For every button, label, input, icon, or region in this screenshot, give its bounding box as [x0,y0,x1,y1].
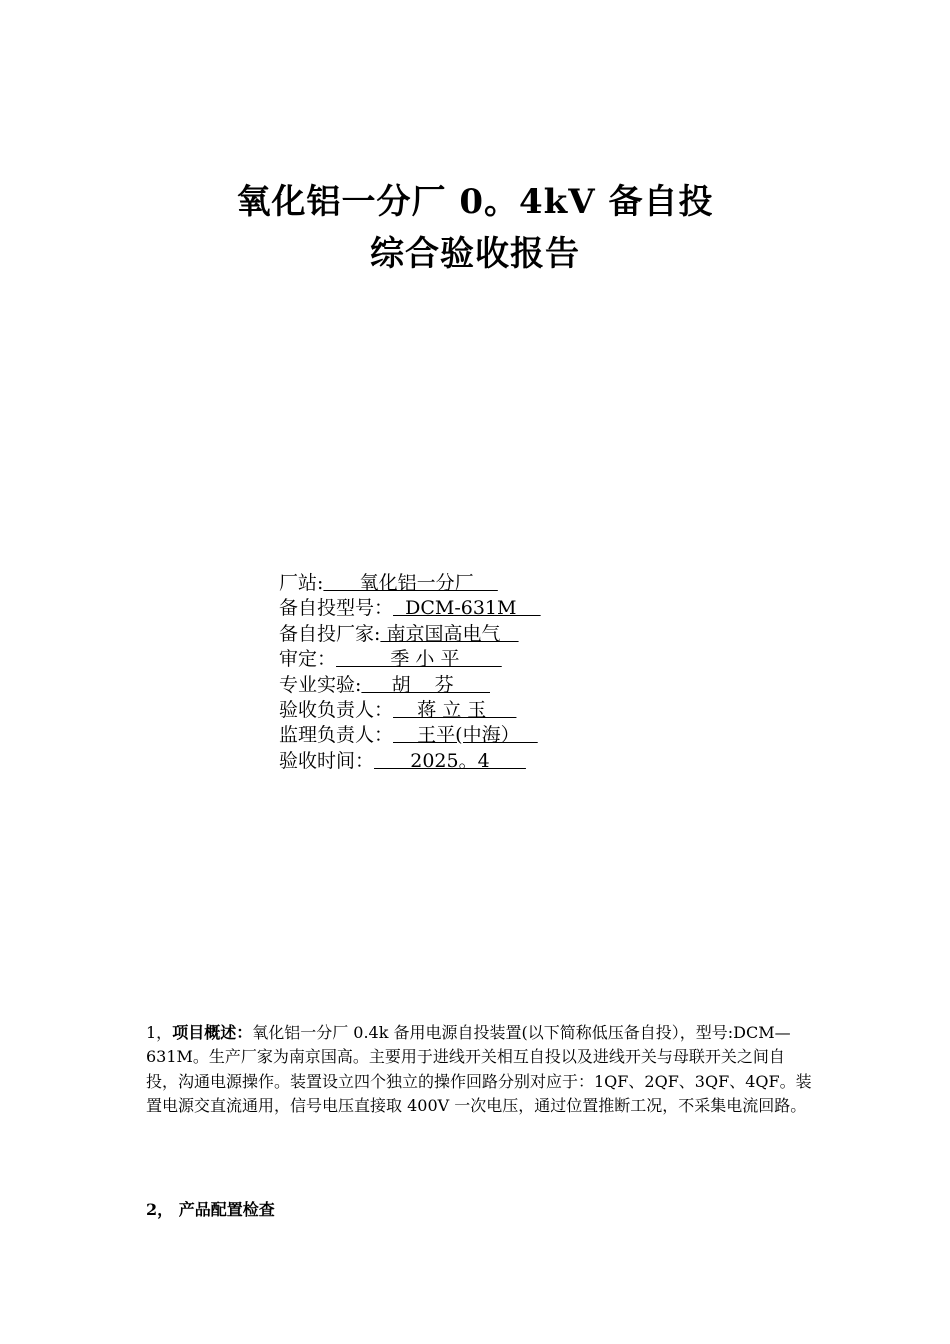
info-label: 备自投型号： [279,597,394,620]
info-row-manufacturer [279,622,541,647]
info-label: 审定： [279,648,337,671]
section-heading-product-config: 2， 产品配置检查 [146,1200,275,1219]
info-label: 监理负责人： [279,724,394,747]
info-value: 南京国高电气 [380,622,519,645]
info-block [279,571,541,774]
info-value: 氧化铝一分厂 [323,572,498,594]
info-row-station [279,571,541,596]
info-value: 2025。4 [374,749,526,772]
overview-text: 氧化铝一分厂 0.4k 备用电源自投装置(以下简称低压备自投），型号:DCM—631M。生产厂家为南京国高。主要用于进线开关相互自投以及进线开关与母联开关之间自投，沟通电源操作。装置设立四个独立的操作回路分别对应于：1QF、2QF、3QF、4QF。装置电源交直流通用，信号电压直接取 400V 一次电压，通过位置推断工况，不采集电流回路。 [146,1023,812,1116]
overview-number: 1， [146,1023,173,1042]
info-value: 季 小 平 [336,648,502,671]
info-label: 厂站: [279,572,324,594]
info-label: 专业实验: [279,673,362,696]
info-value: DCM-631M [393,597,541,620]
info-label: 验收时间： [279,749,375,772]
report-title-line-1: 氧化铝一分厂 0。4kV 备自投 [236,182,714,222]
info-value: 王平(中海） [393,724,538,747]
info-value: 胡 芬 [361,673,490,696]
overview-heading: 项目概述： [172,1023,253,1042]
info-label: 验收负责人： [279,699,394,722]
info-label: 备自投厂家: [279,622,381,645]
info-row-testing [279,673,541,698]
report-title-line-2: 综合验收报告 [370,234,580,274]
info-value: 蒋 立 玉 [393,699,517,722]
info-row-approver [279,647,541,672]
info-row-acceptance-date [279,749,541,774]
info-row-model [279,596,541,621]
info-row-acceptance-lead [279,698,541,723]
info-row-supervisor [279,723,541,748]
report-title [0,176,950,280]
overview-paragraph [146,1021,816,1119]
